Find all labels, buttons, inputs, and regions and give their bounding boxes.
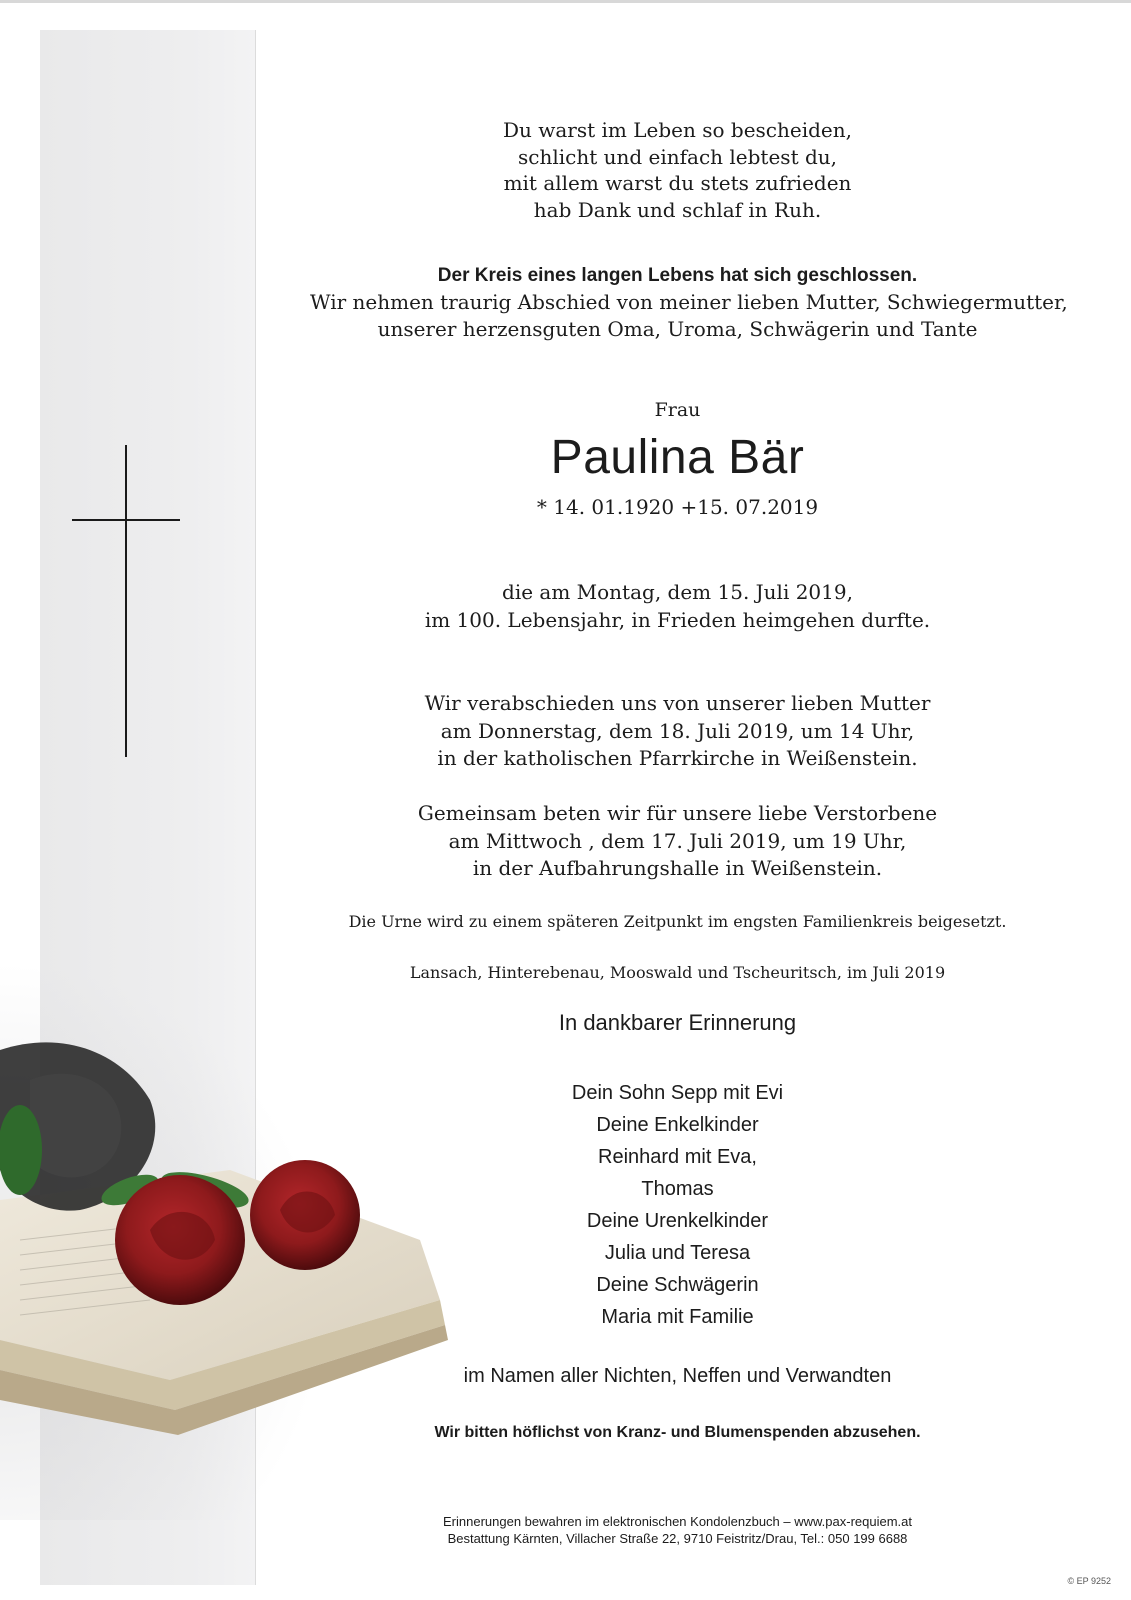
poem: [310, 117, 1045, 223]
intro-line: unserer herzensguten Oma, Uroma, Schwägerin und Tante: [377, 317, 978, 341]
family-member: Reinhard mit Eva,: [598, 1146, 757, 1168]
donation-request: Wir bitten höflichst von Kranz- und Blumenspenden abzusehen.: [434, 1424, 921, 1441]
poem-line: Du warst im Leben so bescheiden,: [502, 118, 852, 142]
prayer-line: in der Aufbahrungshalle in Weißenstein.: [472, 856, 883, 880]
intro: [310, 262, 1068, 343]
poem-line: mit allem warst du stets zufrieden: [503, 171, 852, 195]
cross-icon-horizontal: [72, 519, 180, 521]
death-notice-line: im 100. Lebensjahr, in Frieden heimgehen durfte.: [424, 608, 931, 632]
footer: [310, 1513, 1045, 1547]
death-notice: [310, 578, 1045, 634]
relatives-line: im Namen aller Nichten, Neffen und Verwandten: [463, 1365, 892, 1387]
family-member: Deine Schwägerin: [596, 1274, 759, 1296]
salutation: Frau: [654, 399, 701, 421]
family-member: Julia und Teresa: [604, 1242, 751, 1264]
family-member: Dein Sohn Sepp mit Evi: [571, 1082, 784, 1104]
family-member: Deine Enkelkinder: [596, 1114, 759, 1136]
cross-icon-vertical: [125, 445, 127, 757]
poem-line: hab Dank und schlaf in Ruh.: [533, 197, 822, 222]
intro-line: Wir nehmen traurig Abschied von meiner lieben Mutter, Schwiegermutter,: [310, 290, 1068, 314]
farewell-line: in der katholischen Pfarrkirche in Weißenstein.: [437, 746, 918, 770]
thanks-heading: In dankbarer Erinnerung: [558, 1010, 797, 1035]
family-member: Deine Urenkelkinder: [586, 1210, 769, 1232]
prayer-notice: [310, 800, 1045, 883]
intro-headline: Der Kreis eines langen Lebens hat sich geschlossen.: [437, 265, 918, 286]
family-member: Thomas: [641, 1178, 714, 1200]
footer-line: Erinnerungen bewahren im elektronischen Kondolenzbuch – www.pax-requiem.at: [443, 1514, 912, 1529]
death-notice-line: die am Montag, dem 15. Juli 2019,: [502, 580, 853, 604]
place-date: Lansach, Hinterebenau, Mooswald und Tscheuritsch, im Juli 2019: [409, 963, 946, 982]
prayer-line: am Mittwoch , dem 17. Juli 2019, um 19 Uhr,: [448, 828, 907, 853]
footer-line: Bestattung Kärnten, Villacher Straße 22, 9710 Feistritz/Drau, Tel.: 050 199 6688: [447, 1531, 908, 1546]
scan-edge: [0, 0, 1131, 3]
prayer-line: Gemeinsam beten wir für unsere liebe Verstorbene: [417, 801, 938, 825]
poem-line: schlicht und einfach lebtest du,: [517, 144, 838, 169]
life-dates: * 14. 01.1920 +15. 07.2019: [536, 495, 819, 519]
family-list: [310, 1077, 1045, 1333]
farewell-line: Wir verabschieden uns von unserer lieben Mutter: [424, 691, 931, 715]
farewell-notice: [310, 690, 1045, 773]
family-member: Maria mit Familie: [601, 1306, 754, 1328]
document-code: © EP 9252: [1067, 1576, 1111, 1586]
deceased-name: Paulina Bär: [550, 431, 805, 484]
urn-note: Die Urne wird zu einem späteren Zeitpunkt im engsten Familienkreis beigesetzt.: [348, 912, 1007, 931]
farewell-line: am Donnerstag, dem 18. Juli 2019, um 14 Uhr,: [440, 718, 915, 743]
